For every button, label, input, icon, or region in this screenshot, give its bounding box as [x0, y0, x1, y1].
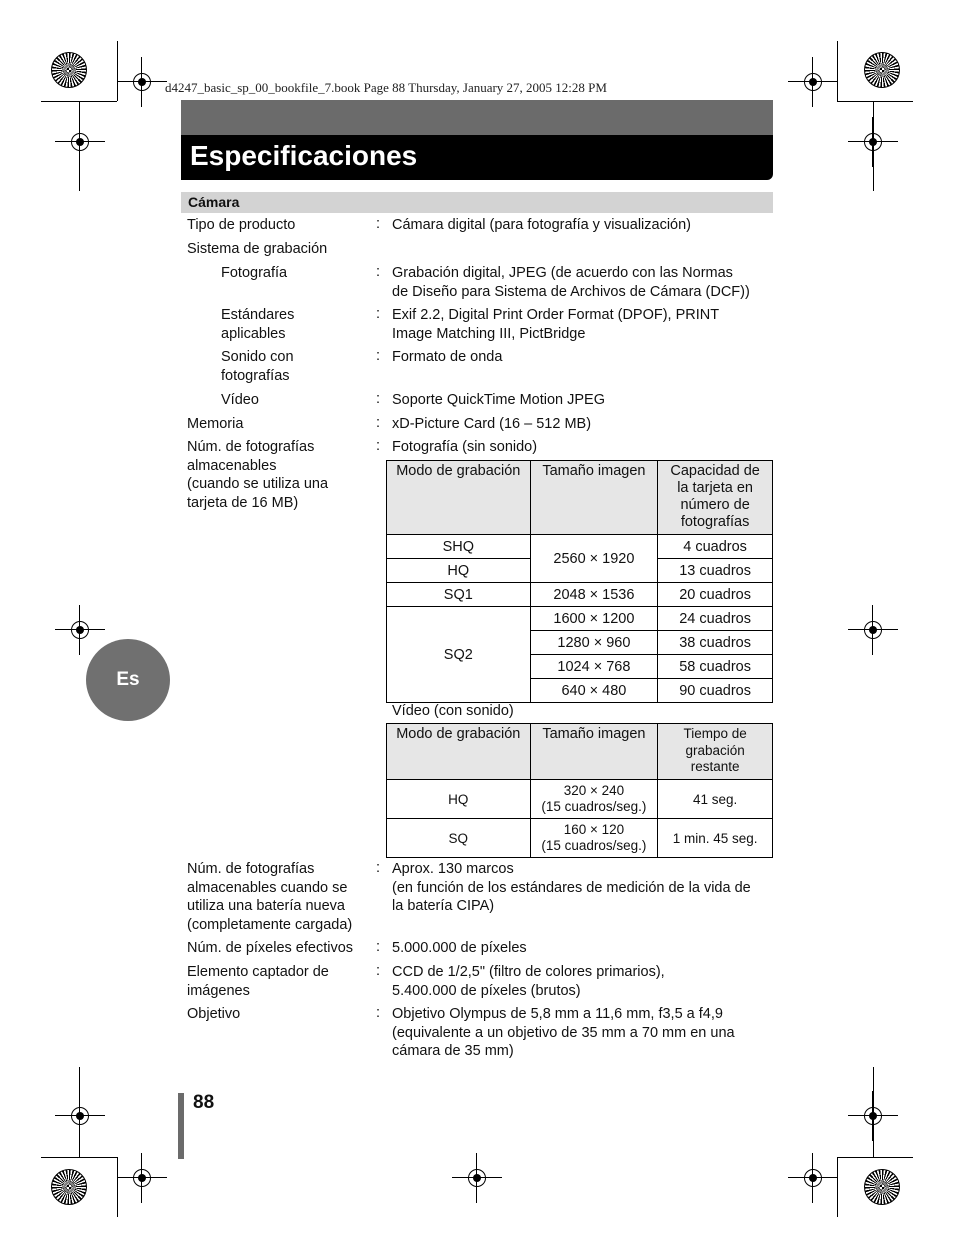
table-cell-line: (15 cuadros/seg.) — [541, 838, 647, 853]
table-cell — [530, 819, 658, 858]
crop-line — [79, 1067, 80, 1157]
spec-label-line: Elemento captador de — [187, 964, 329, 980]
table-cell: 2048 × 1536 — [530, 583, 658, 607]
spec-value-line: Exif 2.2, Digital Print Order Format (DPOF), PRINT — [392, 307, 720, 323]
registration-mark — [464, 1165, 490, 1191]
table-cell: 2560 × 1920 — [530, 535, 658, 583]
table-header: Tamaño imagen — [530, 724, 658, 780]
spec-value-line: de Diseño para Sistema de Archivos de Cámara (DCF)) — [392, 283, 750, 300]
spec-label-line: Núm. de fotografías — [187, 861, 315, 877]
spec-value-line: Aprox. 130 marcos — [392, 861, 514, 877]
language-label: Es — [116, 669, 140, 690]
colon: : — [376, 860, 381, 876]
color-wheel-mark — [864, 1169, 900, 1205]
table-header-line: la tarjeta en — [677, 480, 753, 496]
spec-label: Tipo de producto — [187, 217, 296, 233]
spec-label-line: (completamente cargada) — [187, 916, 353, 933]
table-cell-line: (15 cuadros/seg.) — [541, 799, 647, 814]
table-row — [387, 607, 773, 631]
spec-label: Sistema de grabación — [187, 241, 328, 257]
table-header: Modo de grabación — [387, 724, 531, 780]
table-header: Modo de grabación — [387, 461, 531, 535]
table-header-line: Capacidad de — [670, 463, 760, 479]
spec-label: Núm. de píxeles efectivos — [187, 940, 354, 956]
table-cell: HQ — [387, 559, 531, 583]
spec-value — [392, 306, 719, 343]
table-header — [658, 724, 773, 780]
spec-value: Vídeo (con sonido) — [392, 703, 514, 719]
registration-mark — [129, 69, 155, 95]
spec-value-line: CCD de 1/2,5" (filtro de colores primarios), — [392, 964, 665, 980]
table-cell: HQ — [387, 780, 531, 819]
spec-value-line: (en función de los estándares de medición de la vida de — [392, 879, 751, 896]
table-row — [387, 819, 773, 858]
table-row — [387, 535, 773, 559]
spec-value-line: Image Matching III, PictBridge — [392, 325, 586, 342]
table-cell: SQ — [387, 819, 531, 858]
spec-label-line: almacenables cuando se — [187, 879, 348, 896]
table-cell: 20 cuadros — [658, 583, 773, 607]
table-cell: 41 seg. — [658, 780, 773, 819]
table-cell: 4 cuadros — [658, 535, 773, 559]
crop-line — [837, 1157, 913, 1158]
crop-line — [837, 101, 913, 102]
spec-label — [221, 306, 294, 343]
colon: : — [376, 1005, 381, 1021]
spec-label — [187, 438, 328, 512]
table-header — [658, 461, 773, 535]
spec-label-line: aplicables — [221, 325, 286, 342]
table-cell: 1280 × 960 — [530, 631, 658, 655]
registration-mark — [129, 1165, 155, 1191]
colon: : — [376, 264, 381, 280]
table-cell: 1024 × 768 — [530, 655, 658, 679]
colon: : — [376, 348, 381, 364]
registration-mark — [67, 1103, 93, 1129]
table-header-line: número de — [680, 497, 750, 513]
spec-value: Formato de onda — [392, 349, 503, 365]
colon: : — [376, 306, 381, 322]
colon: : — [376, 939, 381, 955]
spec-label-line: Sonido con — [221, 349, 294, 365]
color-wheel-mark — [51, 1169, 87, 1205]
spec-label-line: utiliza una batería nueva — [187, 898, 345, 915]
table-header-line: grabación — [685, 742, 745, 758]
table-cell: SQ2 — [387, 607, 531, 703]
crop-line — [837, 41, 838, 101]
crop-line — [837, 1157, 838, 1217]
crop-line — [873, 1067, 874, 1157]
spec-value-line: Objetivo Olympus de 5,8 mm a 11,6 mm, f3,5 a f4,9 — [392, 1006, 723, 1022]
spec-value: 5.000.000 de píxeles — [392, 940, 527, 956]
spec-label: Objetivo — [187, 1006, 241, 1022]
colon: : — [376, 391, 381, 407]
spec-value: xD-Picture Card (16 – 512 MB) — [392, 416, 592, 432]
table-cell — [530, 780, 658, 819]
crop-line — [117, 41, 118, 101]
registration-mark — [800, 69, 826, 95]
spec-label-line: Núm. de fotografías — [187, 439, 315, 455]
table-cell: 58 cuadros — [658, 655, 773, 679]
spec-value — [392, 1005, 735, 1061]
table-cell: 1 min. 45 seg. — [658, 819, 773, 858]
spec-value: Soporte QuickTime Motion JPEG — [392, 392, 606, 408]
spec-value: Cámara digital (para fotografía y visualización) — [392, 217, 691, 233]
spec-label — [187, 860, 352, 934]
spec-value-line: 5.400.000 de píxeles (brutos) — [392, 982, 581, 999]
table-row — [387, 583, 773, 607]
registration-mark — [67, 129, 93, 155]
spec-label: Fotografía — [221, 265, 288, 281]
registration-mark — [67, 617, 93, 643]
registration-mark — [800, 1165, 826, 1191]
spec-value-line: cámara de 35 mm) — [392, 1043, 514, 1060]
table-header: Tamaño imagen — [530, 461, 658, 535]
table-cell: SHQ — [387, 535, 531, 559]
spec-value — [392, 860, 751, 916]
photo-capacity-table — [386, 460, 773, 703]
spec-value — [392, 963, 665, 1000]
table-cell: 640 × 480 — [530, 679, 658, 703]
color-wheel-mark — [864, 52, 900, 88]
spec-value-line: (equivalente a un objetivo de 35 mm a 70 mm en una — [392, 1024, 735, 1041]
print-header: d4247_basic_sp_00_bookfile_7.book Page 88 Thursday, January 27, 2005 12:28 PM — [165, 80, 607, 95]
table-cell: 90 cuadros — [658, 679, 773, 703]
table-cell: 1600 × 1200 — [530, 607, 658, 631]
page-number-bar — [178, 1093, 184, 1159]
table-cell-line: 160 × 120 — [563, 822, 625, 837]
crop-line — [41, 1157, 117, 1158]
table-cell: 38 cuadros — [658, 631, 773, 655]
color-wheel-mark — [51, 52, 87, 88]
table-row — [387, 780, 773, 819]
spec-label-line: (cuando se utiliza una — [187, 476, 329, 493]
spec-label-line: fotografías — [221, 367, 290, 384]
title-bar — [181, 100, 773, 180]
table-header-line: fotografías — [680, 514, 750, 530]
colon: : — [376, 216, 381, 232]
table-header-line: restante — [690, 759, 740, 774]
colon: : — [376, 438, 381, 454]
colon: : — [376, 415, 381, 431]
crop-line — [873, 101, 874, 191]
spec-value: Fotografía (sin sonido) — [392, 439, 538, 455]
spec-value — [392, 264, 750, 301]
spec-label: Vídeo — [221, 392, 259, 408]
table-header-line: Tiempo de — [683, 726, 747, 741]
table-cell-line: 320 × 240 — [563, 783, 625, 798]
spec-label-line: imágenes — [187, 982, 250, 999]
table-cell: SQ1 — [387, 583, 531, 607]
spec-label — [221, 348, 294, 385]
colon: : — [376, 963, 381, 979]
registration-mark — [860, 617, 886, 643]
crop-line — [79, 101, 80, 191]
section-header — [181, 192, 773, 213]
title-strip — [181, 100, 773, 135]
crop-line — [117, 1157, 118, 1217]
table-cell: 24 cuadros — [658, 607, 773, 631]
spec-value-line: Grabación digital, JPEG (de acuerdo con las Normas — [392, 265, 733, 281]
page-title: Especificaciones — [190, 140, 418, 171]
page-number: 88 — [193, 1092, 215, 1113]
spec-label-line: almacenables — [187, 457, 277, 474]
table-cell: 13 cuadros — [658, 559, 773, 583]
language-tab — [86, 639, 170, 721]
spec-value-line: la batería CIPA) — [392, 898, 495, 915]
video-time-table — [386, 723, 773, 858]
spec-label-line: tarjeta de 16 MB) — [187, 494, 299, 511]
spec-label: Memoria — [187, 416, 244, 432]
spec-label — [187, 963, 329, 1000]
section-title: Cámara — [188, 194, 240, 210]
spec-label-line: Estándares — [221, 307, 295, 323]
